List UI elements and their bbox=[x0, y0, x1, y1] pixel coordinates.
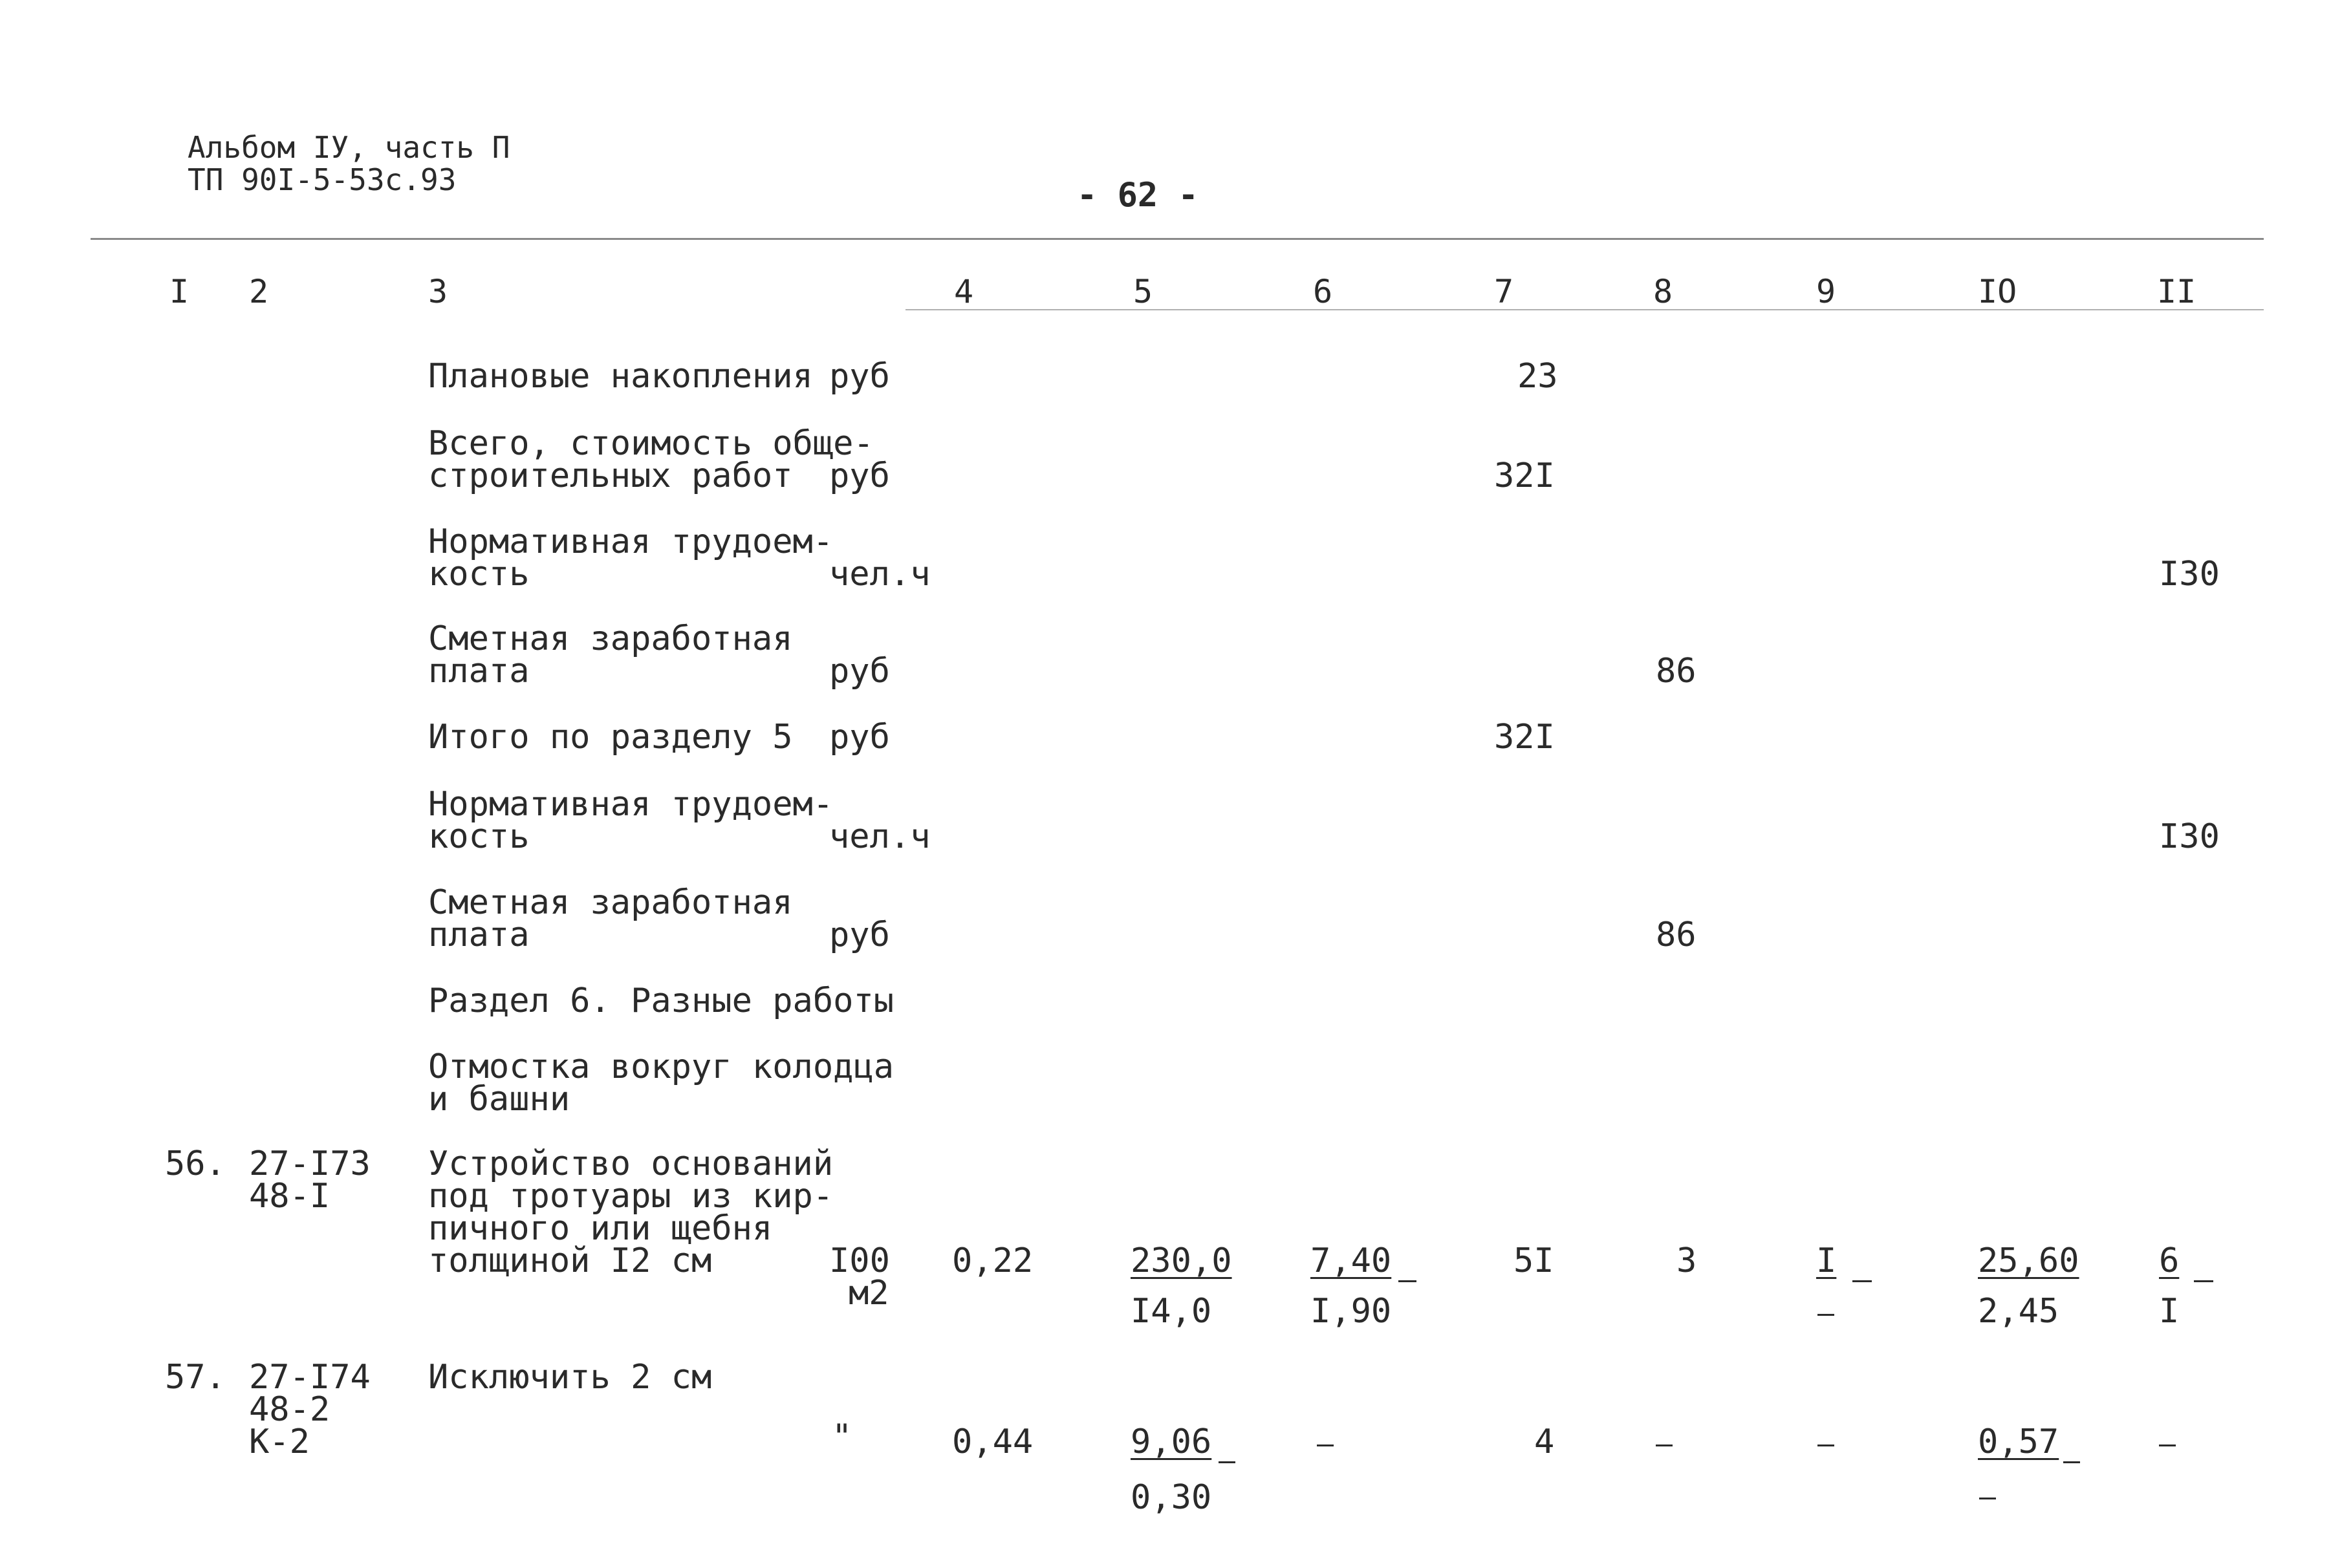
col-header-4: 4 bbox=[954, 273, 974, 310]
col-header-5: 5 bbox=[1133, 273, 1153, 310]
item-57-c10-bottom-dash bbox=[1979, 1498, 1996, 1499]
item-56-c6-bottom: I,90 bbox=[1310, 1292, 1392, 1331]
item-56-c9-dash bbox=[1852, 1280, 1872, 1282]
row-labor2-c11: I30 bbox=[2159, 817, 2220, 856]
row-section5-total-c7: 32I bbox=[1494, 718, 1555, 757]
section-6-title: Раздел 6. Разные работы bbox=[428, 982, 894, 1020]
item-56-c5-bottom: I4,0 bbox=[1131, 1292, 1212, 1331]
row-wage2-unit: руб bbox=[829, 916, 890, 954]
col-header-11: II bbox=[2157, 273, 2196, 310]
item-56-code-1: 27-I73 bbox=[249, 1144, 371, 1183]
col-header-2: 2 bbox=[249, 273, 269, 310]
row-labor2-label-2: кость bbox=[428, 817, 530, 856]
item-56-name-1: Устройство оснований bbox=[428, 1144, 834, 1183]
header-divider bbox=[91, 238, 2264, 240]
item-56-c4: 0,22 bbox=[952, 1241, 1034, 1280]
col-header-8: 8 bbox=[1653, 273, 1673, 310]
row-wage2-label-2: плата bbox=[428, 916, 530, 954]
row-labor-label-2: кость bbox=[428, 555, 530, 594]
item-56-c8: 3 bbox=[1676, 1241, 1697, 1280]
item-57-c11-dash bbox=[2159, 1444, 2176, 1446]
album-label: Альбом IУ, часть П bbox=[188, 130, 510, 165]
row-labor-c11: I30 bbox=[2159, 555, 2220, 594]
item-56-c11-dash bbox=[2194, 1280, 2213, 1282]
item-56-number: 56. bbox=[165, 1144, 226, 1183]
item-56-c6-top: 7,40 bbox=[1310, 1241, 1392, 1280]
item-56-c9-bottom-dash bbox=[1817, 1314, 1834, 1316]
item-56-c9-top: I bbox=[1816, 1241, 1837, 1280]
row-total-cost-c7: 32I bbox=[1494, 456, 1555, 495]
col-header-7: 7 bbox=[1494, 273, 1514, 310]
item-56-name-2: под тротуары из кир- bbox=[428, 1177, 834, 1216]
item-56-c5-top: 230,0 bbox=[1131, 1241, 1232, 1280]
project-code: ТП 90I-5-53с.93 bbox=[188, 162, 457, 197]
page-number: - 62 - bbox=[1077, 176, 1198, 215]
item-57-c10-top: 0,57 bbox=[1978, 1423, 2059, 1461]
col-header-1: I bbox=[169, 273, 190, 310]
item-56-c6-dash bbox=[1398, 1280, 1416, 1282]
item-57-c8-dash bbox=[1656, 1444, 1673, 1446]
row-wage2-c8: 86 bbox=[1656, 916, 1697, 954]
section-6-subtitle-1: Отмостка вокруг колодца bbox=[428, 1047, 894, 1086]
item-57-c4: 0,44 bbox=[952, 1423, 1034, 1461]
item-57-c9-dash bbox=[1817, 1444, 1834, 1446]
section-6-subtitle-2: и башни bbox=[428, 1080, 570, 1119]
item-56-c7: 5I bbox=[1513, 1241, 1554, 1280]
item-57-unit: " bbox=[832, 1417, 852, 1456]
item-57-name: Исключить 2 см bbox=[428, 1358, 712, 1397]
item-57-number: 57. bbox=[165, 1358, 226, 1397]
row-total-cost-unit: руб bbox=[829, 456, 890, 495]
column-header-underline bbox=[905, 309, 2264, 310]
row-labor2-label-1: Нормативная трудоем- bbox=[428, 785, 834, 824]
item-57-c5-dash bbox=[1219, 1461, 1235, 1463]
row-labor-unit: чел.ч bbox=[829, 555, 931, 594]
col-header-10: IO bbox=[1978, 273, 2017, 310]
col-header-3: 3 bbox=[428, 273, 448, 310]
row-wage-label-2: плата bbox=[428, 652, 530, 691]
item-56-c10-bottom: 2,45 bbox=[1978, 1292, 2059, 1331]
row-wage2-label-1: Сметная заработная bbox=[428, 883, 793, 922]
row-total-cost-label-2: строительных работ bbox=[428, 456, 793, 495]
row-section5-total-label: Итого по разделу 5 bbox=[428, 718, 793, 757]
item-56-c11-bottom: I bbox=[2159, 1292, 2180, 1331]
item-57-c5-top: 9,06 bbox=[1131, 1423, 1212, 1461]
item-57-c5-bottom: 0,30 bbox=[1131, 1478, 1212, 1517]
row-wage-unit: руб bbox=[829, 652, 890, 691]
row-total-cost-label-1: Всего, стоимость обще- bbox=[428, 424, 874, 463]
row-planned-accumulation-label: Плановые накопления bbox=[428, 357, 813, 396]
item-56-code-2: 48-I bbox=[249, 1177, 331, 1216]
item-57-c7: 4 bbox=[1534, 1423, 1555, 1461]
item-56-unit-2: м2 bbox=[849, 1274, 889, 1313]
item-57-c6-dash bbox=[1317, 1444, 1334, 1446]
row-wage-label-1: Сметная заработная bbox=[428, 619, 793, 658]
item-57-code-3: К-2 bbox=[249, 1423, 310, 1461]
col-header-9: 9 bbox=[1816, 273, 1836, 310]
row-planned-accumulation-unit: руб bbox=[829, 357, 890, 396]
row-planned-accumulation-c7: 23 bbox=[1517, 357, 1558, 396]
row-section5-total-unit: руб bbox=[829, 718, 890, 757]
item-57-code-1: 27-I74 bbox=[249, 1358, 371, 1397]
item-56-c11-top: 6 bbox=[2159, 1241, 2180, 1280]
col-header-6: 6 bbox=[1313, 273, 1333, 310]
row-wage-c8: 86 bbox=[1656, 652, 1697, 691]
item-56-c10-top: 25,60 bbox=[1978, 1241, 2079, 1280]
row-labor-label-1: Нормативная трудоем- bbox=[428, 522, 834, 561]
item-56-name-4: толщиной I2 см bbox=[428, 1241, 712, 1280]
row-labor2-unit: чел.ч bbox=[829, 817, 931, 856]
item-56-name-3: пичного или щебня bbox=[428, 1209, 773, 1248]
item-57-c10-dash bbox=[2063, 1461, 2080, 1463]
item-56-unit-1: I00 bbox=[829, 1241, 890, 1280]
item-57-code-2: 48-2 bbox=[249, 1390, 331, 1429]
